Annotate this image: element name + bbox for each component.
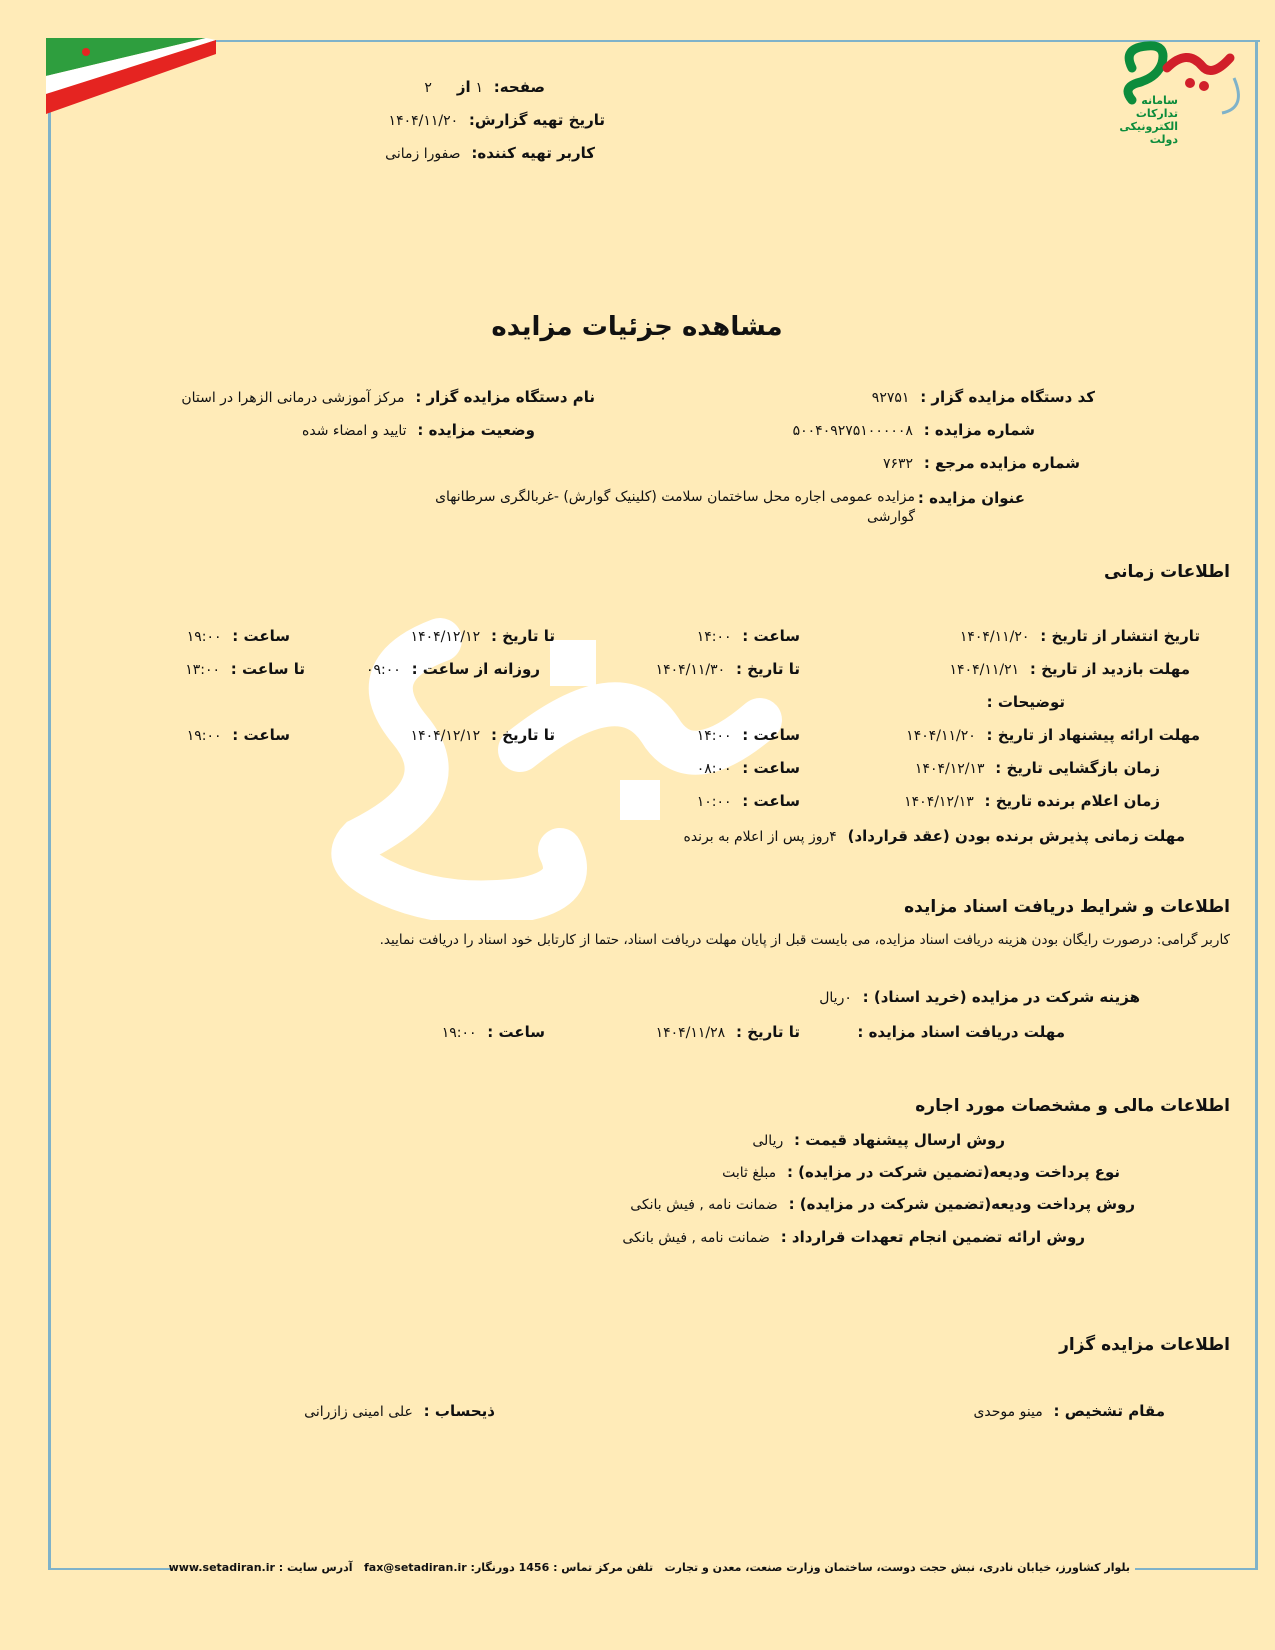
contract-guarantee: روش ارائه تضمین انجام تعهدات قرارداد : ضمانت نامه , فیش بانکی	[622, 1228, 1085, 1246]
report-date: تاریخ تهیه گزارش: ۱۴۰۴/۱۱/۲۰	[388, 111, 605, 129]
visit-daily-to: تا ساعت : ۱۳:۰۰	[185, 660, 305, 678]
page-title: مشاهده جزئیات مزایده	[491, 312, 783, 342]
logo-text: سامانه تدارکات الکترونیکی دولت	[1119, 94, 1178, 146]
docs-deadline-to: تا تاریخ : ۱۴۰۴/۱۱/۲۸	[655, 1023, 800, 1041]
org-code: کد دستگاه مزایده گزار : ۹۲۷۵۱	[871, 388, 1095, 406]
publish-to: تا تاریخ : ۱۴۰۴/۱۲/۱۲	[410, 627, 555, 645]
footer-site-label: آدرس سایت :	[278, 1561, 353, 1574]
subject-line-1: مزایده عمومی اجاره محل ساختمان سلامت (کلینیک گوارش) -غربالگری سرطانهای	[435, 489, 915, 505]
docs-fee: هزینه شرکت در مزایده (خرید اسناد) : ۰ریال	[819, 988, 1140, 1006]
time-section-title: اطلاعات زمانی	[1103, 562, 1230, 582]
publish-from: تاریخ انتشار از تاریخ : ۱۴۰۴/۱۱/۲۰	[959, 627, 1200, 645]
visit-to: تا تاریخ : ۱۴۰۴/۱۱/۳۰	[655, 660, 800, 678]
flag-icon	[46, 38, 216, 118]
auctioneer-section-title: اطلاعات مزایده گزار	[1059, 1335, 1230, 1355]
opening-date: زمان بازگشایی تاریخ : ۱۴۰۴/۱۲/۱۳	[914, 759, 1160, 777]
offer-from-time: ساعت : ۱۴:۰۰	[696, 726, 800, 744]
footer	[168, 1561, 1130, 1574]
preparer: کاربر تهیه کننده: صفورا زمانی	[385, 144, 595, 162]
deposit-type: نوع پرداخت ودیعه(تضمین شرکت در مزایده) : مبلغ ثابت	[722, 1163, 1120, 1181]
frame-top	[120, 40, 1260, 42]
price-method: روش ارسال پیشنهاد قیمت : ریالی	[752, 1131, 1005, 1149]
notes-label: توضیحات :	[986, 693, 1065, 711]
docs-deadline-time: ساعت : ۱۹:۰۰	[441, 1023, 545, 1041]
winner-time: ساعت : ۱۰:۰۰	[696, 792, 800, 810]
authority: مقام تشخیص : مینو موحدی	[973, 1402, 1165, 1420]
reference-number: شماره مزایده مرجع : ۷۶۳۲	[882, 454, 1080, 472]
page-number: صفحه: ۱ از ۲	[424, 78, 545, 96]
offer-to: تا تاریخ : ۱۴۰۴/۱۲/۱۲	[410, 726, 555, 744]
visit-from: مهلت بازدید از تاریخ : ۱۴۰۴/۱۱/۲۱	[949, 660, 1190, 678]
footer-site[interactable]: www.setadiran.ir	[168, 1561, 275, 1574]
publish-from-time: ساعت : ۱۴:۰۰	[696, 627, 800, 645]
acceptance-deadline: مهلت زمانی پذیرش برنده بودن (عقد قرارداد) ۴روز پس از اعلام به برنده	[683, 827, 1185, 845]
docs-deadline-label: مهلت دریافت اسناد مزایده :	[857, 1023, 1065, 1041]
winner-date: زمان اعلام برنده تاریخ : ۱۴۰۴/۱۲/۱۳	[904, 792, 1160, 810]
subject-line-2: گوارشی	[867, 509, 915, 525]
auction-number: شماره مزایده : ۵۰۰۴۰۹۲۷۵۱۰۰۰۰۰۸	[792, 421, 1035, 439]
footer-fax-label: دورنگار:	[470, 1561, 515, 1574]
frame-bottom-right	[1135, 1568, 1258, 1570]
offer-from: مهلت ارائه پیشنهاد از تاریخ : ۱۴۰۴/۱۱/۲۰	[906, 726, 1200, 744]
subject-label: عنوان مزایده :	[917, 489, 1025, 507]
frame-left	[48, 40, 51, 1570]
org-name: نام دستگاه مزایده گزار : مرکز آموزشی درمانی الزهرا در استان	[181, 388, 595, 406]
auction-status: وضعیت مزایده : تایید و امضاء شده	[302, 421, 535, 439]
footer-phone-label: تلفن مرکز تماس :	[553, 1561, 654, 1574]
finance-section-title: اطلاعات مالی و مشخصات مورد اجاره	[915, 1096, 1230, 1116]
frame-right	[1255, 40, 1258, 1570]
docs-notice: کاربر گرامی: درصورت رایگان بودن هزینه دریافت اسناد مزایده، می بایست قبل از پایان مهلت دریافت اسناد، حتما از کارتابل خود اسناد را دریافت نمایید.	[379, 932, 1230, 948]
visit-daily-from: روزانه از ساعت : ۰۹:۰۰	[366, 660, 540, 678]
accountant: ذیحساب : علی امینی زازرانی	[304, 1402, 495, 1420]
opening-time: ساعت : ۰۸:۰۰	[696, 759, 800, 777]
docs-section-title: اطلاعات و شرایط دریافت اسناد مزایده	[904, 897, 1230, 917]
setad-logo	[1112, 38, 1252, 148]
frame-bottom-left	[48, 1568, 173, 1570]
deposit-method: روش پرداخت ودیعه(تضمین شرکت در مزایده) : ضمانت نامه , فیش بانکی	[630, 1195, 1135, 1213]
footer-address: بلوار کشاورز، خیابان نادری، نبش حجت دوست، ساختمان وزارت صنعت، معدن و تجارت	[664, 1561, 1130, 1574]
offer-to-time: ساعت : ۱۹:۰۰	[186, 726, 290, 744]
footer-phone: 1456	[518, 1561, 550, 1574]
publish-to-time: ساعت : ۱۹:۰۰	[186, 627, 290, 645]
footer-fax[interactable]: fax@setadiran.ir	[364, 1561, 467, 1574]
